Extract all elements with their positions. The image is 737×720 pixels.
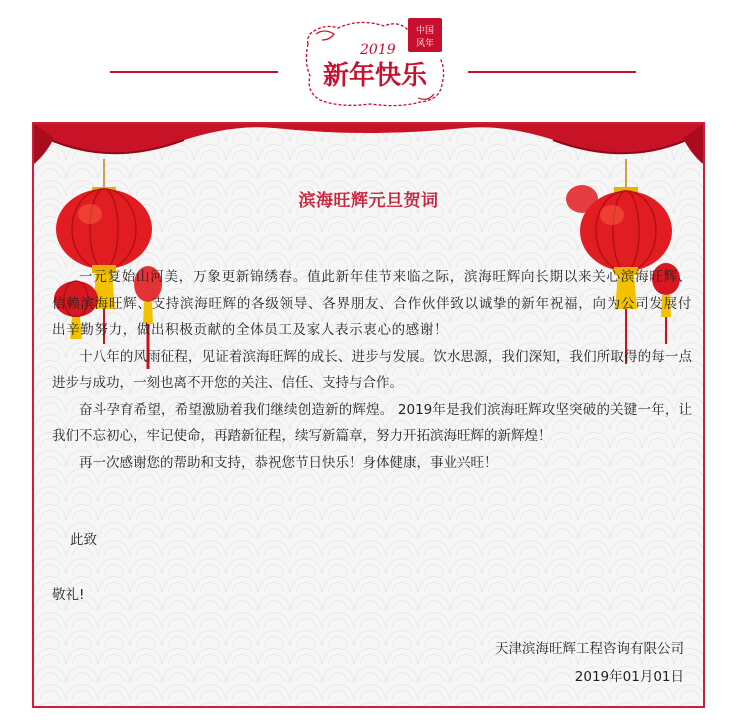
- header-divider-left: [110, 71, 278, 73]
- closing-salutation: 此致: [70, 532, 97, 548]
- greeting-card: [32, 122, 705, 708]
- letter-title: 滨海旺辉元旦贺词: [298, 191, 439, 211]
- header-divider-right: [468, 71, 636, 73]
- banner-year: 2019: [360, 42, 396, 58]
- new-year-badge: [300, 14, 450, 110]
- seal-stamp: [408, 18, 442, 52]
- header-banner: [0, 0, 737, 115]
- paragraph-4: 再一次感谢您的帮助和支持，恭祝您节日快乐！身体健康，事业兴旺！: [79, 454, 498, 471]
- paragraph-1: 一元复始山河美，万象更新锦绣春。值此新年佳节来临之际，滨海旺辉向长期以来关心滨海旺辉、信赖滨海旺辉、支持滨海旺辉的各级领导、各界朋友、合作伙伴致以诚挚的新年祝福，向为公司发展付出辛勤努力，做出积极贡献的全体员工及家人表示衷心的感谢！: [52, 269, 692, 338]
- closing-regards: 敬礼!: [52, 587, 85, 603]
- signature-date: 2019年01月01日: [574, 669, 684, 685]
- paragraph-2: 十八年的风雨征程，见证着滨海旺辉的成长、进步与发展。饮水思源，我们深知，我们所取得的每一点进步与成功，一刻也离不开您的关注、信任、支持与合作。: [52, 348, 692, 391]
- svg-text:风年: 风年: [415, 39, 435, 49]
- signature-company: 天津滨海旺辉工程咨询有限公司: [495, 641, 684, 657]
- paragraph-3: 奋斗孕育希望，希望激励着我们继续创造新的辉煌。 2019年是我们滨海旺辉攻坚突破的关键一年，让我们不忘初心，牢记使命，再踏新征程，续写新篇章，努力开拓滨海旺辉的新辉煌！: [52, 401, 692, 444]
- letter-body: [52, 264, 692, 476]
- seal-stamp-text: 中国: [415, 26, 435, 36]
- banner-title: 新年快乐: [322, 61, 428, 91]
